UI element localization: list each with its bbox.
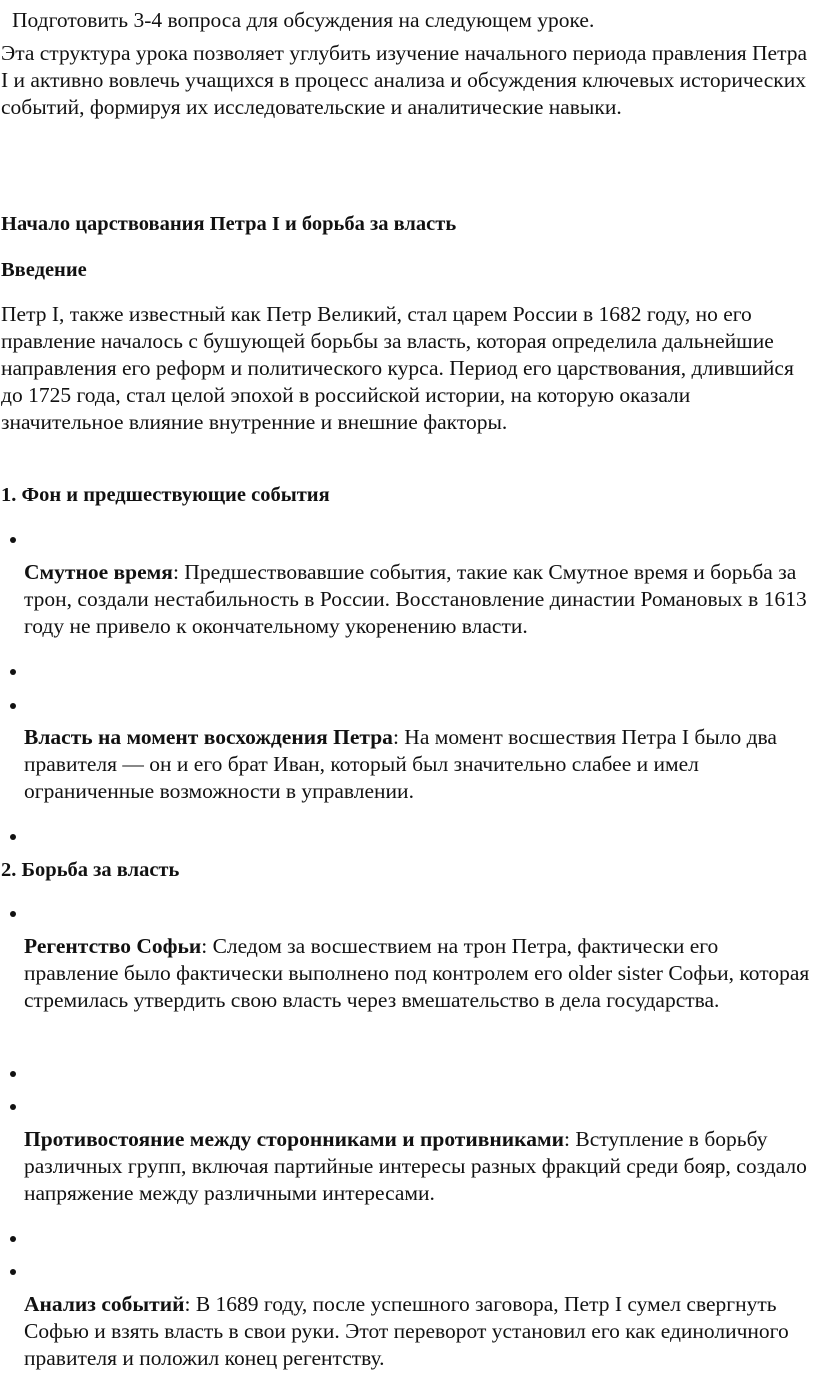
bullet-dot: [10, 703, 16, 709]
item-term: Противостояние между сторонниками и противниками: [24, 1127, 564, 1151]
bullet-dot: [10, 669, 16, 675]
list-item: [24, 1291, 814, 1372]
item-text: : На момент восшествия Петра I было два правителя — он и его брат Иван, который был значительно слабее и имел ограниченные возможности в управлении.: [24, 725, 777, 803]
intro-heading: Введение: [1, 259, 87, 281]
item-term: Анализ событий: [24, 1292, 185, 1316]
item-term: Власть на момент восхождения Петра: [24, 725, 393, 749]
item-term: Регентство Софьи: [24, 934, 202, 958]
bullet-dot: [10, 1236, 16, 1242]
list-item: [24, 933, 814, 1014]
item-text: : В 1689 году, после успешного заговора, Петр I сумел свергнуть Софью и взять власть в свои руки. Этот переворот установил его как единоличного правителя и положил конец регентству.: [24, 1292, 789, 1370]
list-item: [24, 1126, 814, 1207]
bullet-dot: [10, 911, 16, 917]
bullet-dot: [10, 1269, 16, 1275]
item-text: : Вступление в борьбу различных групп, включая партийные интересы разных фракций среди бояр, создало напряжение между различными интересами.: [24, 1127, 807, 1205]
bullet-dot: [10, 834, 16, 840]
intro-paragraph: Петр I, также известный как Петр Великий, стал царем России в 1682 году, но его правление началось с бушующей борьбы за власть, которая определила дальнейшие направления его реформ и политического курса. Период его царствования, длившийся до 1725 года, стал целой эпохой в российской истории, на которую оказали значительное влияние внутренние и внешние факторы.: [1, 302, 794, 434]
item-text: : Следом за восшествием на трон Петра, фактически его правление было фактически выполнено под контролем его older sister Софьи, которая стремилась утвердить свою власть через вмешательство в дела государства.: [24, 934, 810, 1012]
item-text: : Предшествовавшие события, такие как Смутное время и борьба за трон, создали нестабильность в России. Восстановление династии Романовых в 1613 году не привело к окончательному укоренению власти.: [24, 560, 807, 638]
item-term: Смутное время: [24, 560, 173, 584]
bullet-dot: [10, 1104, 16, 1110]
list-item: [24, 559, 814, 640]
summary-paragraph: Эта структура урока позволяет углубить изучение начального периода правления Петра I и активно вовлечь учащихся в процесс анализа и обсуждения ключевых исторических событий, формируя их исследовательские и аналитические навыки.: [1, 41, 808, 119]
section2-heading: 2. Борьба за власть: [1, 859, 180, 881]
list-item: [24, 724, 814, 805]
document-title: Начало царствования Петра I и борьба за власть: [1, 213, 457, 235]
section1-heading: 1. Фон и предшествующие события: [1, 484, 330, 506]
homework-line: Подготовить 3-4 вопроса для обсуждения на следующем уроке.: [12, 8, 595, 32]
bullet-dot: [10, 537, 16, 543]
bullet-dot: [10, 1071, 16, 1077]
